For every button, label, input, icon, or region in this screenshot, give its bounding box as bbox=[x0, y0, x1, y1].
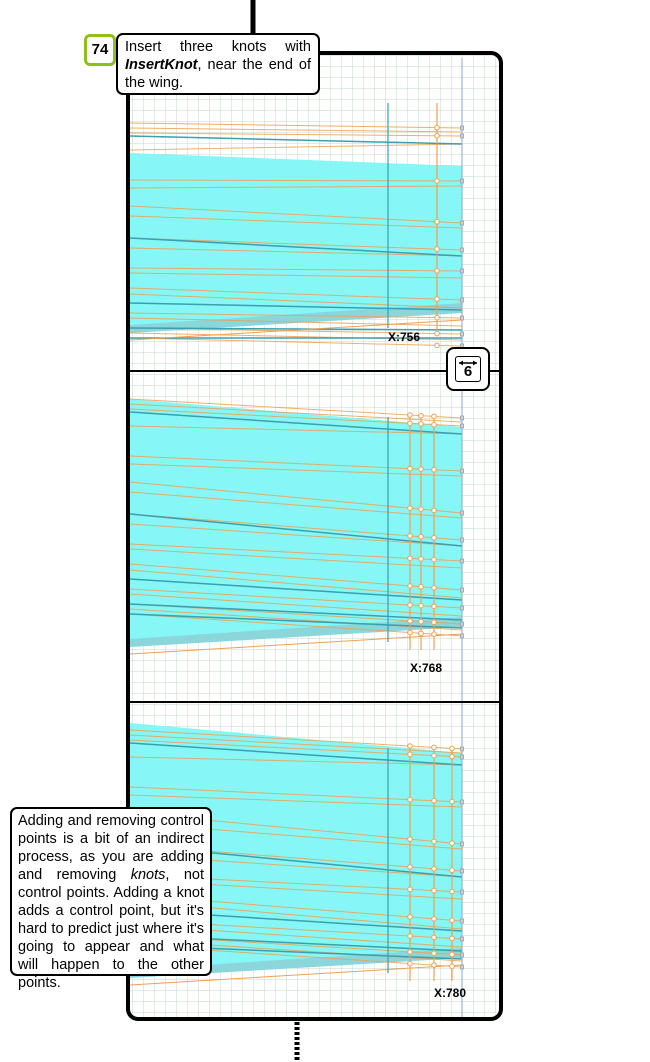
panel-1-control-point bbox=[435, 133, 440, 138]
panel-3-control-point bbox=[432, 867, 437, 872]
panel-2-control-point bbox=[419, 584, 424, 589]
panel-3-control-point bbox=[450, 964, 455, 969]
panel-3-control-point bbox=[408, 837, 413, 842]
panel-3-control-point bbox=[450, 868, 455, 873]
panel-2-control-point bbox=[408, 534, 413, 539]
panel-3-control-point bbox=[408, 950, 413, 955]
panel-3-control-point bbox=[432, 963, 437, 968]
panel-3-control-point bbox=[432, 917, 437, 922]
instruction-text-before: Insert three knots with bbox=[125, 39, 311, 55]
panel-2-control-point bbox=[408, 603, 413, 608]
panel-3-control-point bbox=[408, 887, 413, 892]
panel-3-control-point bbox=[432, 888, 437, 893]
panel-3-control-point bbox=[450, 754, 455, 759]
panel-1-control-point bbox=[435, 179, 440, 184]
panel-2-control-point bbox=[419, 557, 424, 562]
panel-2-control-point bbox=[432, 586, 437, 591]
instruction-text-after: , near the end of the wing. bbox=[125, 57, 311, 91]
panel-1-control-point bbox=[435, 268, 440, 273]
panel-3-control-point bbox=[432, 935, 437, 940]
panel-2-control-point bbox=[408, 556, 413, 561]
panel-1-control-point bbox=[435, 125, 440, 130]
panel-2-control-point bbox=[432, 414, 437, 419]
panel-2-control-point bbox=[419, 619, 424, 624]
panel-2-control-point bbox=[432, 557, 437, 562]
panel-3-control-point bbox=[408, 865, 413, 870]
panel-2-control-point bbox=[432, 604, 437, 609]
grid-step-badge bbox=[446, 347, 490, 391]
panel-3-control-point bbox=[432, 753, 437, 758]
panel-2-control-point bbox=[432, 467, 437, 472]
panel-2-control-point bbox=[408, 630, 413, 635]
panel-2-control-point bbox=[419, 507, 424, 512]
explanation-callout bbox=[10, 807, 212, 991]
panel-3-control-point bbox=[432, 951, 437, 956]
panel-3-control-point bbox=[408, 934, 413, 939]
panel-3-control-point bbox=[432, 798, 437, 803]
panel-2-control-point bbox=[408, 506, 413, 511]
panel-3-control-point bbox=[450, 799, 455, 804]
panel-1-x-label: X:756 bbox=[388, 330, 421, 344]
panel-1-control-point bbox=[435, 343, 440, 348]
panel-2-surface bbox=[130, 399, 462, 647]
panel-1-control-point bbox=[435, 247, 440, 252]
panel-2-control-point bbox=[408, 584, 413, 589]
panel-2-control-point bbox=[432, 508, 437, 513]
grid-step-value: 6 bbox=[463, 363, 473, 380]
panel-2-control-point bbox=[408, 466, 413, 471]
panel-2-control-point bbox=[419, 413, 424, 418]
panel-3-control-point bbox=[432, 839, 437, 844]
panel-2-control-point bbox=[419, 631, 424, 636]
panel-1-control-point bbox=[435, 331, 440, 336]
panel-2-control-point bbox=[408, 421, 413, 426]
panel-3-control-point bbox=[450, 889, 455, 894]
panel-1-control-point bbox=[435, 219, 440, 224]
panel-2-control-point bbox=[419, 467, 424, 472]
panel-2-control-point bbox=[408, 413, 413, 418]
panel-3-control-point bbox=[450, 746, 455, 751]
panel-3-control-point bbox=[408, 961, 413, 966]
panel-2-control-point bbox=[432, 620, 437, 625]
panel-3-control-point bbox=[408, 744, 413, 749]
explanation-text-after: , not control points. Adding a knot adds a control point, but it's hard to predict just where it's going to appear and what will happen to the other points. bbox=[18, 867, 204, 991]
panel-3-control-point bbox=[450, 936, 455, 941]
panel-3-control-point bbox=[408, 797, 413, 802]
panel-2-control-point bbox=[419, 603, 424, 608]
panel-2-control-point bbox=[432, 422, 437, 427]
panel-1-control-point bbox=[435, 297, 440, 302]
panel-3-control-point bbox=[432, 745, 437, 750]
instruction-callout bbox=[116, 33, 320, 95]
explanation-emphasis: knots bbox=[130, 867, 166, 883]
panel-3-control-point bbox=[450, 841, 455, 846]
panel-2-control-point bbox=[432, 632, 437, 637]
panel-3-x-label: X:780 bbox=[434, 986, 467, 1000]
panel-3-control-point bbox=[450, 918, 455, 923]
panel-2-control-point bbox=[419, 422, 424, 427]
panel-3-control-point bbox=[408, 752, 413, 757]
panel-1-control-point bbox=[435, 315, 440, 320]
panel-3-control-point bbox=[450, 952, 455, 957]
step-number-badge: 74 bbox=[84, 34, 116, 66]
explanation-text-before: Adding and removing control points is a bit of an indirect process, as you are adding and removing bbox=[18, 813, 204, 883]
panel-3-control-point bbox=[408, 915, 413, 920]
panel-2-control-point bbox=[432, 536, 437, 541]
panel-2-control-point bbox=[408, 619, 413, 624]
panel-2-control-point bbox=[419, 534, 424, 539]
panel-2-x-label: X:768 bbox=[410, 661, 443, 675]
command-name: InsertKnot bbox=[125, 57, 198, 73]
